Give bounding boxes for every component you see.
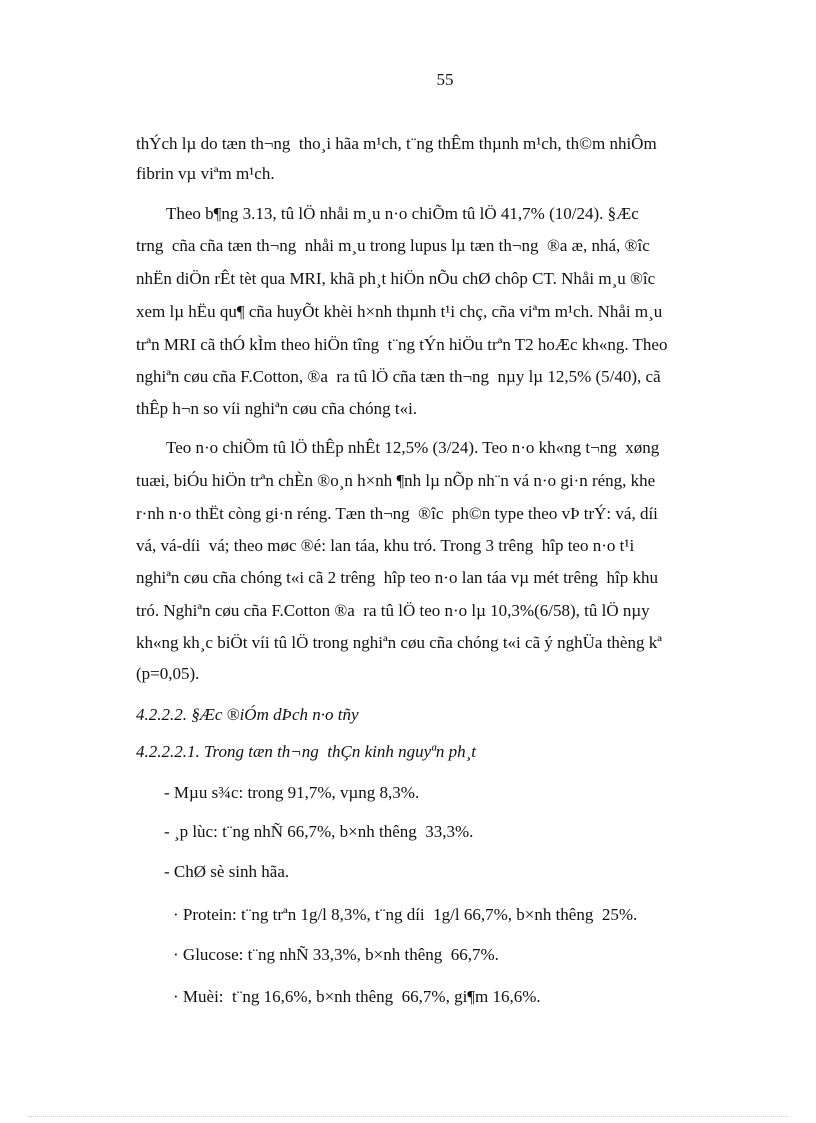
page-bottom-divider xyxy=(28,1116,788,1117)
paragraph-3-line-1: Teo n·o chiÕm tû lÖ thÊp nhÊt 12,5% (3/24). Teo n·o kh«ng t¬ng xøng xyxy=(166,438,660,457)
paragraph-1-line-1: thÝch lµ do tæn th¬ng tho¸i hãa m¹ch, t¨ng thÊm thµnh m¹ch, th©m nhiÔm xyxy=(136,134,657,153)
paragraph-3-line-2: tuæi, biÓu hiÖn trªn chÈn ®o¸n h×nh ¶nh lµ nÕp nh¨n vá n·o gi·n réng, khe xyxy=(136,471,656,490)
paragraph-2-line-6: nghiªn cøu cña F.Cotton, ®a ra tû lÖ cña tæn th¬ng nµy lµ 12,5% (5/40), cã xyxy=(136,367,661,386)
paragraph-2-line-7: thÊp h¬n so víi nghiªn cøu cña chóng t«i. xyxy=(136,399,418,418)
paragraph-2-line-5: trªn MRI cã thÓ kÌm theo hiÖn tîng t¨ng tÝn hiÖu trªn T2 hoÆc kh«ng. Theo xyxy=(136,335,668,354)
paragraph-3-line-5: nghiªn cøu cña chóng t«i cã 2 trêng hîp teo n·o lan táa vµ mét trêng hîp khu xyxy=(136,568,658,587)
bullet-biochemistry: - ChØ sè sinh hãa. xyxy=(164,862,290,881)
page-number: 55 xyxy=(436,70,454,89)
bullet-pressure: - ¸p lùc: t¨ng nhÑ 66,7%, b×nh thêng 33,3%. xyxy=(164,822,474,841)
paragraph-2-line-4: xem lµ hËu qu¶ cña huyÕt khèi h×nh thµnh t¹i chç, cña viªm m¹ch. Nhåi m¸u xyxy=(136,302,663,321)
sub-bullet-protein: · Protein: t¨ng trªn 1g/l 8,3%, t¨ng díi 1g/l 66,7%, b×nh thêng 25%. xyxy=(173,905,638,924)
paragraph-2-line-3: nhËn diÖn rÊt tèt qua MRI, khã ph¸t hiÖn nÕu chØ chôp CT. Nhåi m¸u ®îc xyxy=(136,269,656,288)
paragraph-1-line-2: fibrin vµ viªm m¹ch. xyxy=(136,164,275,183)
section-heading: 4.2.2.2. §Æc ®iÓm dÞch n·o tñy xyxy=(136,705,359,724)
paragraph-3-line-4: vá, vá-díi vá; theo møc ®é: lan táa, khu tró. Trong 3 trêng hîp teo n·o t¹i xyxy=(136,536,635,555)
paragraph-3-line-7: kh«ng kh¸c biÖt víi tû lÖ trong nghiªn cøu cña chóng t«i cã ý nghÜa thèng kª xyxy=(136,633,662,652)
paragraph-3-line-6: tró. Nghiªn cøu cña F.Cotton ®a ra tû lÖ teo n·o lµ 10,3%(6/58), tû lÖ nµy xyxy=(136,601,650,620)
paragraph-3-line-8: (p=0,05). xyxy=(136,664,200,683)
paragraph-2-line-1: Theo b¶ng 3.13, tû lÖ nhåi m¸u n·o chiÕm tû lÖ 41,7% (10/24). §Æc xyxy=(166,204,639,223)
sub-bullet-salt: · Muèi: t¨ng 16,6%, b×nh thêng 66,7%, gi¶m 16,6%. xyxy=(173,987,541,1006)
sub-bullet-glucose: · Glucose: t¨ng nhÑ 33,3%, b×nh thêng 66,7%. xyxy=(173,945,499,964)
subsection-heading: 4.2.2.2.1. Trong tæn th¬ng thÇn kinh nguyªn ph¸t xyxy=(136,742,476,761)
bullet-color: - Mµu s¾c: trong 91,7%, vµng 8,3%. xyxy=(164,783,420,802)
paragraph-2-line-2: trng cña cña tæn th¬ng nhåi m¸u trong lupus lµ tæn th¬ng ®a æ, nhá, ®îc xyxy=(136,236,650,255)
paragraph-3-line-3: r·nh n·o thËt còng gi·n réng. Tæn th¬ng ®îc ph©n type theo vÞ trÝ: vá, díi xyxy=(136,504,658,523)
